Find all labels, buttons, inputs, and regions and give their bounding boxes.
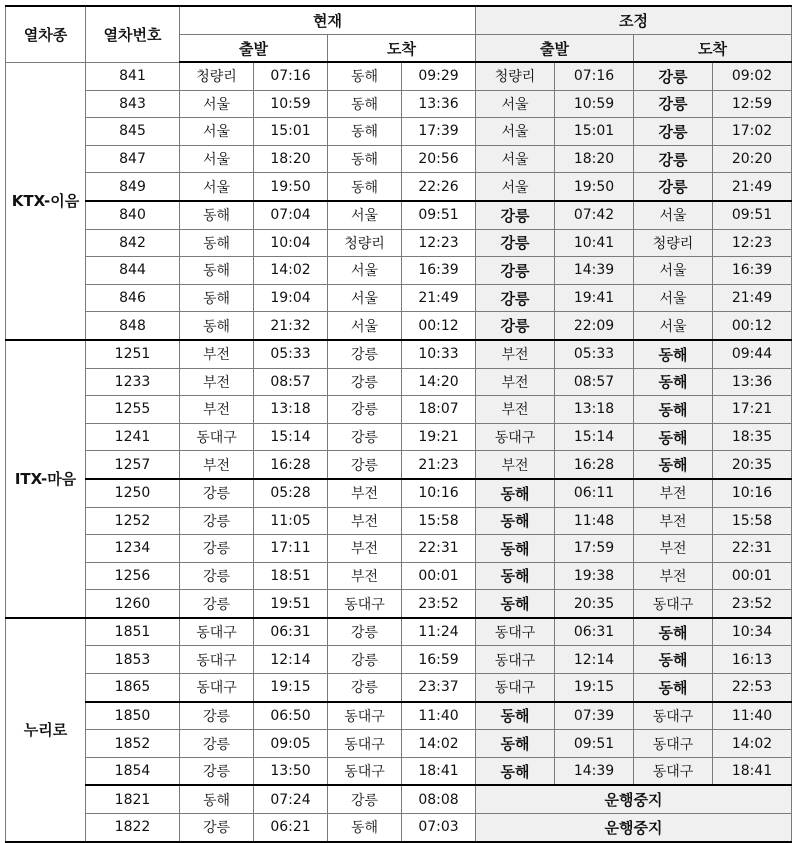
- suspended-label: 운행중지: [476, 785, 792, 813]
- adjusted-departure-time: 13:18: [555, 396, 634, 424]
- train-number: 840: [86, 201, 180, 229]
- current-arrival-time: 08:08: [402, 785, 476, 813]
- table-row: [6, 62, 792, 90]
- train-number: 1865: [86, 674, 180, 702]
- adjusted-arrival-station: 부전: [634, 479, 713, 507]
- current-arrival-station: 동대구: [328, 730, 402, 758]
- current-departure-station: 부전: [180, 396, 254, 424]
- current-departure-time: 19:04: [254, 284, 328, 312]
- current-arrival-station: 강릉: [328, 451, 402, 479]
- train-number: 842: [86, 229, 180, 257]
- train-number: 1255: [86, 396, 180, 424]
- table-row: [6, 730, 792, 758]
- current-departure-station: 강릉: [180, 590, 254, 618]
- current-departure-station: 동해: [180, 257, 254, 285]
- adjusted-arrival-station: 서울: [634, 201, 713, 229]
- current-departure-time: 09:05: [254, 730, 328, 758]
- adjusted-arrival-station: 동해: [634, 646, 713, 674]
- adjusted-departure-station: 동대구: [476, 646, 555, 674]
- current-arrival-time: 23:52: [402, 590, 476, 618]
- adjusted-departure-station: 동대구: [476, 674, 555, 702]
- train-number: 843: [86, 90, 180, 118]
- train-number: 1822: [86, 814, 180, 842]
- current-departure-time: 19:15: [254, 674, 328, 702]
- adjusted-departure-station: 동대구: [476, 618, 555, 646]
- adjusted-departure-station: 서울: [476, 173, 555, 201]
- current-arrival-station: 동해: [328, 814, 402, 842]
- train-type-label: 누리로: [6, 618, 86, 842]
- train-number: 1850: [86, 702, 180, 730]
- current-arrival-station: 서울: [328, 284, 402, 312]
- header-current-departure: 출발: [180, 35, 328, 63]
- timetable-body: [6, 62, 792, 842]
- adjusted-departure-time: 10:41: [555, 229, 634, 257]
- current-arrival-station: 강릉: [328, 396, 402, 424]
- current-departure-time: 21:32: [254, 312, 328, 340]
- current-arrival-time: 17:39: [402, 118, 476, 146]
- timetable-wrapper: [5, 5, 792, 843]
- adjusted-arrival-station: 강릉: [634, 173, 713, 201]
- adjusted-arrival-time: 00:12: [713, 312, 792, 340]
- adjusted-arrival-station: 동해: [634, 396, 713, 424]
- adjusted-arrival-time: 17:02: [713, 118, 792, 146]
- adjusted-arrival-time: 20:20: [713, 145, 792, 173]
- current-departure-station: 동해: [180, 201, 254, 229]
- adjusted-departure-station: 동해: [476, 479, 555, 507]
- current-departure-time: 08:57: [254, 368, 328, 396]
- adjusted-departure-time: 08:57: [555, 368, 634, 396]
- train-type-label: ITX-마음: [6, 340, 86, 618]
- adjusted-arrival-time: 00:01: [713, 562, 792, 590]
- current-departure-time: 05:33: [254, 340, 328, 368]
- table-row: [6, 368, 792, 396]
- adjusted-arrival-station: 동대구: [634, 757, 713, 785]
- table-row: [6, 757, 792, 785]
- train-number: 1256: [86, 562, 180, 590]
- train-number: 846: [86, 284, 180, 312]
- adjusted-departure-time: 06:11: [555, 479, 634, 507]
- current-arrival-station: 부전: [328, 535, 402, 563]
- table-row: [6, 646, 792, 674]
- current-departure-station: 동해: [180, 229, 254, 257]
- current-arrival-station: 부전: [328, 507, 402, 535]
- adjusted-arrival-time: 10:16: [713, 479, 792, 507]
- current-departure-time: 18:20: [254, 145, 328, 173]
- adjusted-arrival-time: 09:51: [713, 201, 792, 229]
- train-number: 1233: [86, 368, 180, 396]
- adjusted-departure-time: 14:39: [555, 257, 634, 285]
- current-departure-station: 강릉: [180, 562, 254, 590]
- current-arrival-station: 강릉: [328, 674, 402, 702]
- current-arrival-station: 강릉: [328, 785, 402, 813]
- current-arrival-time: 11:40: [402, 702, 476, 730]
- adjusted-arrival-station: 서울: [634, 284, 713, 312]
- current-departure-station: 강릉: [180, 479, 254, 507]
- adjusted-arrival-time: 10:34: [713, 618, 792, 646]
- current-departure-station: 부전: [180, 368, 254, 396]
- current-arrival-station: 동해: [328, 62, 402, 90]
- current-arrival-station: 동해: [328, 90, 402, 118]
- current-arrival-time: 14:20: [402, 368, 476, 396]
- adjusted-arrival-station: 청량리: [634, 229, 713, 257]
- current-arrival-time: 10:16: [402, 479, 476, 507]
- adjusted-departure-station: 서울: [476, 118, 555, 146]
- current-departure-station: 동대구: [180, 618, 254, 646]
- current-departure-time: 19:50: [254, 173, 328, 201]
- current-arrival-station: 부전: [328, 479, 402, 507]
- current-departure-time: 13:18: [254, 396, 328, 424]
- suspended-label: 운행중지: [476, 814, 792, 842]
- train-number: 1251: [86, 340, 180, 368]
- adjusted-arrival-station: 강릉: [634, 118, 713, 146]
- current-arrival-station: 청량리: [328, 229, 402, 257]
- current-arrival-station: 서울: [328, 201, 402, 229]
- adjusted-arrival-time: 13:36: [713, 368, 792, 396]
- adjusted-arrival-station: 동대구: [634, 730, 713, 758]
- current-departure-time: 18:51: [254, 562, 328, 590]
- current-arrival-station: 부전: [328, 562, 402, 590]
- table-row: [6, 562, 792, 590]
- current-arrival-station: 동해: [328, 173, 402, 201]
- train-number: 1853: [86, 646, 180, 674]
- table-row: [6, 785, 792, 813]
- adjusted-arrival-station: 서울: [634, 257, 713, 285]
- table-row: [6, 451, 792, 479]
- train-number: 1234: [86, 535, 180, 563]
- current-arrival-time: 19:21: [402, 423, 476, 451]
- train-number: 847: [86, 145, 180, 173]
- adjusted-arrival-station: 강릉: [634, 145, 713, 173]
- train-number: 1260: [86, 590, 180, 618]
- header-train-type: 열차종: [6, 6, 86, 62]
- train-number: 845: [86, 118, 180, 146]
- adjusted-arrival-time: 21:49: [713, 173, 792, 201]
- current-departure-station: 부전: [180, 340, 254, 368]
- current-departure-station: 강릉: [180, 507, 254, 535]
- adjusted-arrival-time: 14:02: [713, 730, 792, 758]
- current-departure-time: 13:50: [254, 757, 328, 785]
- adjusted-arrival-time: 12:23: [713, 229, 792, 257]
- current-arrival-time: 11:24: [402, 618, 476, 646]
- current-departure-station: 서울: [180, 90, 254, 118]
- current-departure-time: 11:05: [254, 507, 328, 535]
- adjusted-departure-time: 07:42: [555, 201, 634, 229]
- table-row: [6, 396, 792, 424]
- table-row: [6, 312, 792, 340]
- adjusted-arrival-station: 부전: [634, 535, 713, 563]
- adjusted-arrival-station: 동해: [634, 451, 713, 479]
- table-row: [6, 145, 792, 173]
- current-arrival-time: 18:07: [402, 396, 476, 424]
- current-departure-station: 강릉: [180, 730, 254, 758]
- current-arrival-time: 23:37: [402, 674, 476, 702]
- adjusted-departure-station: 부전: [476, 451, 555, 479]
- current-arrival-time: 07:03: [402, 814, 476, 842]
- current-departure-time: 05:28: [254, 479, 328, 507]
- adjusted-arrival-station: 동해: [634, 674, 713, 702]
- current-arrival-time: 18:41: [402, 757, 476, 785]
- adjusted-departure-time: 19:15: [555, 674, 634, 702]
- table-row: [6, 340, 792, 368]
- current-arrival-station: 동대구: [328, 757, 402, 785]
- train-number: 1257: [86, 451, 180, 479]
- current-departure-station: 청량리: [180, 62, 254, 90]
- train-number: 1252: [86, 507, 180, 535]
- current-departure-time: 10:04: [254, 229, 328, 257]
- current-departure-station: 강릉: [180, 702, 254, 730]
- current-arrival-time: 22:26: [402, 173, 476, 201]
- adjusted-departure-time: 18:20: [555, 145, 634, 173]
- current-arrival-station: 동해: [328, 145, 402, 173]
- adjusted-departure-station: 부전: [476, 368, 555, 396]
- table-row: [6, 507, 792, 535]
- adjusted-departure-station: 동해: [476, 562, 555, 590]
- adjusted-arrival-station: 부전: [634, 507, 713, 535]
- adjusted-arrival-time: 18:41: [713, 757, 792, 785]
- adjusted-arrival-station: 강릉: [634, 62, 713, 90]
- current-arrival-time: 00:12: [402, 312, 476, 340]
- adjusted-arrival-time: 21:49: [713, 284, 792, 312]
- current-departure-station: 부전: [180, 451, 254, 479]
- adjusted-arrival-time: 11:40: [713, 702, 792, 730]
- current-arrival-station: 동대구: [328, 702, 402, 730]
- current-arrival-time: 13:36: [402, 90, 476, 118]
- adjusted-departure-time: 15:01: [555, 118, 634, 146]
- table-row: [6, 90, 792, 118]
- adjusted-departure-time: 12:14: [555, 646, 634, 674]
- current-departure-time: 19:51: [254, 590, 328, 618]
- current-departure-time: 06:31: [254, 618, 328, 646]
- adjusted-departure-time: 07:39: [555, 702, 634, 730]
- table-row: [6, 423, 792, 451]
- adjusted-arrival-time: 16:13: [713, 646, 792, 674]
- adjusted-arrival-time: 22:31: [713, 535, 792, 563]
- current-departure-time: 07:04: [254, 201, 328, 229]
- adjusted-arrival-time: 16:39: [713, 257, 792, 285]
- current-departure-station: 동대구: [180, 674, 254, 702]
- current-departure-station: 동해: [180, 785, 254, 813]
- current-departure-time: 17:11: [254, 535, 328, 563]
- adjusted-departure-time: 19:50: [555, 173, 634, 201]
- adjusted-departure-station: 강릉: [476, 201, 555, 229]
- current-arrival-time: 12:23: [402, 229, 476, 257]
- header-current-arrival: 도착: [328, 35, 476, 63]
- adjusted-departure-time: 22:09: [555, 312, 634, 340]
- current-arrival-station: 동대구: [328, 590, 402, 618]
- adjusted-departure-station: 강릉: [476, 257, 555, 285]
- train-number: 849: [86, 173, 180, 201]
- header-adjusted-departure: 출발: [476, 35, 634, 63]
- table-row: [6, 284, 792, 312]
- adjusted-departure-station: 부전: [476, 340, 555, 368]
- adjusted-arrival-time: 23:52: [713, 590, 792, 618]
- current-departure-station: 서울: [180, 145, 254, 173]
- current-arrival-time: 09:29: [402, 62, 476, 90]
- header-adjusted-arrival: 도착: [634, 35, 792, 63]
- adjusted-departure-station: 강릉: [476, 312, 555, 340]
- current-arrival-time: 09:51: [402, 201, 476, 229]
- adjusted-arrival-station: 동대구: [634, 702, 713, 730]
- train-number: 1852: [86, 730, 180, 758]
- current-arrival-station: 강릉: [328, 646, 402, 674]
- current-arrival-time: 14:02: [402, 730, 476, 758]
- table-row: [6, 674, 792, 702]
- adjusted-arrival-time: 18:35: [713, 423, 792, 451]
- adjusted-arrival-time: 09:44: [713, 340, 792, 368]
- adjusted-departure-time: 19:38: [555, 562, 634, 590]
- adjusted-arrival-station: 동해: [634, 368, 713, 396]
- table-row: [6, 229, 792, 257]
- table-row: [6, 118, 792, 146]
- adjusted-arrival-time: 20:35: [713, 451, 792, 479]
- adjusted-departure-station: 강릉: [476, 284, 555, 312]
- current-departure-time: 06:50: [254, 702, 328, 730]
- adjusted-departure-station: 강릉: [476, 229, 555, 257]
- table-row: [6, 535, 792, 563]
- adjusted-departure-station: 부전: [476, 396, 555, 424]
- train-number: 848: [86, 312, 180, 340]
- adjusted-departure-time: 06:31: [555, 618, 634, 646]
- table-row: [6, 479, 792, 507]
- adjusted-departure-time: 19:41: [555, 284, 634, 312]
- current-departure-station: 서울: [180, 173, 254, 201]
- current-departure-time: 06:21: [254, 814, 328, 842]
- train-number: 844: [86, 257, 180, 285]
- current-arrival-time: 16:39: [402, 257, 476, 285]
- adjusted-departure-station: 동해: [476, 702, 555, 730]
- header-current: 현재: [180, 6, 476, 35]
- table-row: [6, 201, 792, 229]
- adjusted-departure-time: 14:39: [555, 757, 634, 785]
- table-row: [6, 590, 792, 618]
- current-arrival-time: 10:33: [402, 340, 476, 368]
- adjusted-departure-time: 05:33: [555, 340, 634, 368]
- adjusted-departure-station: 동해: [476, 590, 555, 618]
- current-arrival-station: 서울: [328, 312, 402, 340]
- adjusted-arrival-station: 동해: [634, 340, 713, 368]
- current-arrival-station: 동해: [328, 118, 402, 146]
- current-departure-station: 강릉: [180, 814, 254, 842]
- train-number: 1250: [86, 479, 180, 507]
- current-arrival-time: 16:59: [402, 646, 476, 674]
- adjusted-departure-station: 동해: [476, 730, 555, 758]
- table-row: [6, 702, 792, 730]
- adjusted-departure-time: 16:28: [555, 451, 634, 479]
- train-number: 1851: [86, 618, 180, 646]
- current-arrival-time: 15:58: [402, 507, 476, 535]
- adjusted-departure-time: 15:14: [555, 423, 634, 451]
- current-arrival-time: 00:01: [402, 562, 476, 590]
- current-departure-time: 16:28: [254, 451, 328, 479]
- train-number: 1241: [86, 423, 180, 451]
- adjusted-departure-station: 동대구: [476, 423, 555, 451]
- adjusted-departure-station: 동해: [476, 507, 555, 535]
- current-arrival-station: 서울: [328, 257, 402, 285]
- adjusted-arrival-station: 동대구: [634, 590, 713, 618]
- current-departure-station: 동해: [180, 312, 254, 340]
- adjusted-arrival-time: 12:59: [713, 90, 792, 118]
- table-row: [6, 618, 792, 646]
- adjusted-arrival-station: 강릉: [634, 90, 713, 118]
- adjusted-arrival-station: 동해: [634, 618, 713, 646]
- current-departure-station: 동해: [180, 284, 254, 312]
- current-departure-station: 동대구: [180, 423, 254, 451]
- train-number: 1854: [86, 757, 180, 785]
- table-row: [6, 814, 792, 842]
- current-arrival-time: 21:49: [402, 284, 476, 312]
- adjusted-departure-time: 07:16: [555, 62, 634, 90]
- current-departure-station: 강릉: [180, 535, 254, 563]
- adjusted-arrival-time: 22:53: [713, 674, 792, 702]
- adjusted-departure-station: 동해: [476, 757, 555, 785]
- adjusted-arrival-time: 17:21: [713, 396, 792, 424]
- train-timetable: [5, 5, 792, 843]
- adjusted-departure-time: 11:48: [555, 507, 634, 535]
- adjusted-arrival-time: 15:58: [713, 507, 792, 535]
- adjusted-arrival-time: 09:02: [713, 62, 792, 90]
- table-row: [6, 257, 792, 285]
- adjusted-departure-station: 청량리: [476, 62, 555, 90]
- table-row: [6, 173, 792, 201]
- adjusted-arrival-station: 동해: [634, 423, 713, 451]
- current-departure-station: 동대구: [180, 646, 254, 674]
- current-departure-time: 10:59: [254, 90, 328, 118]
- train-number: 1821: [86, 785, 180, 813]
- current-arrival-station: 강릉: [328, 368, 402, 396]
- current-arrival-station: 강릉: [328, 618, 402, 646]
- adjusted-departure-time: 20:35: [555, 590, 634, 618]
- current-departure-time: 07:16: [254, 62, 328, 90]
- adjusted-arrival-station: 서울: [634, 312, 713, 340]
- train-type-label: KTX-이음: [6, 62, 86, 340]
- current-arrival-time: 21:23: [402, 451, 476, 479]
- train-number: 841: [86, 62, 180, 90]
- current-departure-time: 12:14: [254, 646, 328, 674]
- header-train-number: 열차번호: [86, 6, 180, 62]
- current-departure-time: 14:02: [254, 257, 328, 285]
- adjusted-departure-station: 서울: [476, 90, 555, 118]
- current-departure-time: 15:14: [254, 423, 328, 451]
- current-arrival-station: 강릉: [328, 423, 402, 451]
- header-adjusted: 조정: [476, 6, 792, 35]
- current-departure-station: 서울: [180, 118, 254, 146]
- current-arrival-time: 22:31: [402, 535, 476, 563]
- adjusted-departure-time: 17:59: [555, 535, 634, 563]
- current-departure-time: 15:01: [254, 118, 328, 146]
- current-departure-station: 강릉: [180, 757, 254, 785]
- adjusted-arrival-station: 부전: [634, 562, 713, 590]
- current-arrival-time: 20:56: [402, 145, 476, 173]
- adjusted-departure-station: 서울: [476, 145, 555, 173]
- adjusted-departure-station: 동해: [476, 535, 555, 563]
- adjusted-departure-time: 09:51: [555, 730, 634, 758]
- current-departure-time: 07:24: [254, 785, 328, 813]
- adjusted-departure-time: 10:59: [555, 90, 634, 118]
- current-arrival-station: 강릉: [328, 340, 402, 368]
